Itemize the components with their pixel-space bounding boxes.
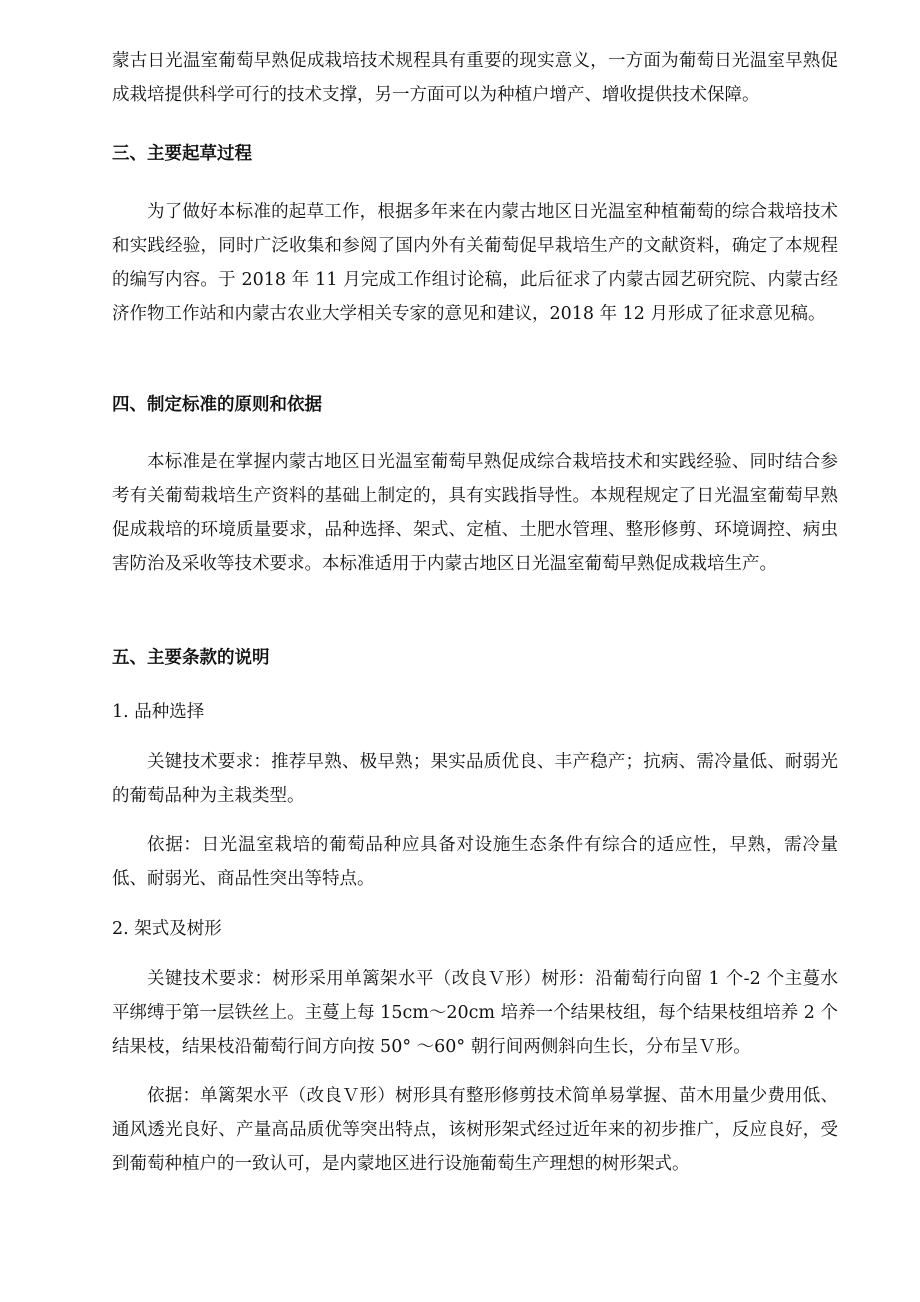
section-3-heading: 三、主要起草过程 xyxy=(112,144,252,164)
section-4-paragraph: 本标准是在掌握内蒙古地区日光温室葡萄早熟促成综合栽培技术和实践经验、同时结合参考有关葡萄栽培生产资料的基础上制定的，具有实践指导性。本规程规定了日光温室葡萄早熟促成栽培的环境质量要求，品种选择、架式、定植、土肥水管理、整形修剪、环境调控、病虫害防治及采收等技术要求。本标准适用于内蒙古地区日光温室葡萄早熟促成栽培生产。 xyxy=(112,452,838,574)
item-1-title: 1. 品种选择 xyxy=(112,702,205,722)
item-2-basis: 依据：单篱架水平（改良Ｖ形）树形具有整形修剪技术简单易掌握、苗木用量少费用低、通风透光良好、产量高品质优等突出特点，该树形架式经过近年来的初步推广，反应良好，受到葡萄种植户的一致认可，是内蒙地区进行设施葡萄生产理想的树形架式。 xyxy=(112,1086,838,1174)
intro-continuation-paragraph: 蒙古日光温室葡萄早熟促成栽培技术规程具有重要的现实意义，一方面为葡萄日光温室早熟促成栽培提供科学可行的技术支撑，另一方面可以为种植户增产、增收提供技术保障。 xyxy=(112,51,838,105)
item-2-title: 2. 架式及树形 xyxy=(112,919,222,939)
section-5-heading: 五、主要条款的说明 xyxy=(112,648,270,668)
section-4-heading: 四、制定标准的原则和依据 xyxy=(112,395,322,415)
item-2-requirement: 关键技术要求：树形采用单篱架水平（改良Ｖ形）树形：沿葡萄行向留 1 个-2 个主蔓水平绑缚于第一层铁丝上。主蔓上每 15cm～20cm 培养一个结果枝组，每个结果枝组培养 2 个结果枝，结果枝沿葡萄行间方向按 50° ～60° 朝行间两侧斜向生长，分布呈Ｖ形。 xyxy=(112,969,838,1057)
item-1-basis: 依据：日光温室栽培的葡萄品种应具备对设施生态条件有综合的适应性，早熟，需冷量低、耐弱光、商品性突出等特点。 xyxy=(112,835,838,889)
section-3-paragraph: 为了做好本标准的起草工作，根据多年来在内蒙古地区日光温室种植葡萄的综合栽培技术和实践经验，同时广泛收集和参阅了国内外有关葡萄促早栽培生产的文献资料，确定了本规程的编写内容。于 2018 年 11 月完成工作组讨论稿，此后征求了内蒙古园艺研究院、内蒙古经济作物工作站和内蒙古农业大学相关专家的意见和建议，2018 年 12 月形成了征求意见稿。 xyxy=(112,202,838,324)
item-1-requirement: 关键技术要求：推荐早熟、极早熟；果实品质优良、丰产稳产；抗病、需冷量低、耐弱光的葡萄品种为主栽类型。 xyxy=(112,752,838,806)
